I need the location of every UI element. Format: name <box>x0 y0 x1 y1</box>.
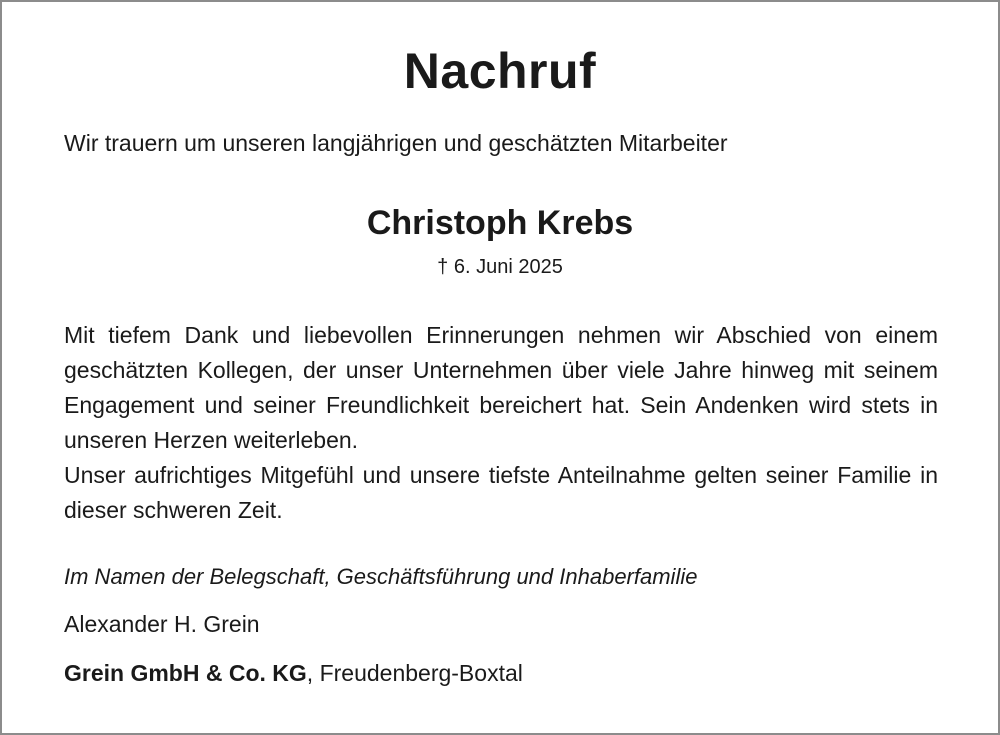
on-behalf-line: Im Namen der Belegschaft, Geschäftsführung und Inhaberfamilie <box>64 564 698 589</box>
notice-title: Nachruf <box>403 43 597 99</box>
signer-name: Alexander H. Grein <box>64 611 260 637</box>
company-location: , Freudenberg-Boxtal <box>306 660 523 686</box>
deceased-name: Christoph Krebs <box>366 204 634 242</box>
company-line <box>64 660 523 687</box>
death-date: † 6. Juni 2025 <box>437 256 563 278</box>
intro-text: Wir trauern um unseren langjährigen und geschätzten Mitarbeiter <box>64 130 728 156</box>
notice-body <box>64 318 938 528</box>
body-paragraph-2: Unser aufrichtiges Mitgefühl und unsere tiefste Anteilnahme gelten seiner Familie in dieser schweren Zeit. <box>64 462 938 523</box>
company-name: Grein GmbH & Co. KG <box>64 660 307 686</box>
body-paragraph-1: Mit tiefem Dank und liebevollen Erinnerungen nehmen wir Abschied von einem geschätzten Kollegen, der unser Unternehmen über viele Jahre hinweg mit seinem Engagement und seiner Freundlichkeit bereichert hat. Sein Andenken wird stets in unseren Herzen weiterleben. <box>64 322 938 453</box>
